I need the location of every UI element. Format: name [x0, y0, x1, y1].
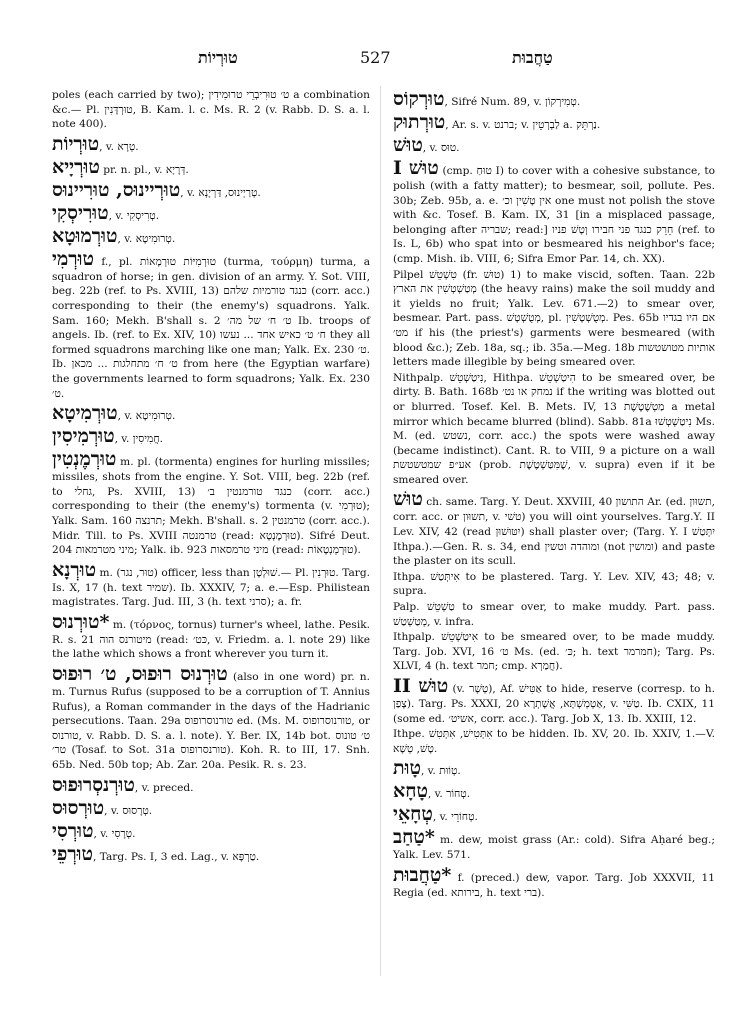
entry-headword: טוּרְנסְרוּפוּס — [52, 773, 135, 796]
dictionary-entry — [393, 600, 715, 629]
entry-text: , Sifré Num. 89, v. טְמִירְקוֹן. — [444, 96, 581, 108]
dictionary-entry — [52, 448, 370, 558]
entry-headword: טוּרְמִיטָא — [52, 402, 118, 425]
entry-text: m. (τόρνος, tornus) turner's wheel, lathe. Pesik. R. s. 21 מיטורנס הוה (read: כּט׳, v. Friedm. a. l. note 29) like the lathe which shows a front wherever you turn it. — [52, 618, 371, 661]
entry-text: Ithpa. אִיתְּטַשׁ to be plastered. Targ. Y. Lev. XIV, 43; 48; v. supra. — [393, 570, 715, 598]
entry-headword: טוּרְיינוּס, טוּרִיינוּס — [52, 178, 181, 201]
dictionary-entry — [393, 727, 715, 756]
dictionary-entry — [393, 757, 715, 779]
entry-headword: טוּרְמִי — [52, 247, 94, 270]
dictionary-entry — [52, 156, 370, 178]
entry-text: , v. חֲמִיסִין. — [114, 433, 163, 446]
dictionary-entry — [393, 157, 715, 267]
entry-headword: טוּשׁ — [393, 488, 423, 511]
entry-text: (also in one word) pr. n. m. Turnus Rufus (supposed to be a corruption of T. Annius Rufus), a Roman commander in the days of the Hadrianic persecutions. Taan. 29a טורנוסרופוס ed. (Ms. M. טורנוסרופוס, or טורנוס, v. Rabb. D. S. a. l. note). Y. Ber. IX, 14b bot. ט׳ טונוס טר׳ (Tosaf. to Sot. 31a טורנסרופוס). Koh. R. to III, 17. Snh. 65b. Ned. 50b top; Ab. Zar. 20a. Pesik. R. s. 23. — [52, 671, 371, 772]
entry-headword: טוּשׁ II — [393, 675, 449, 697]
entry-text: (v. טְשָׁר), Af. אַטִּישׁ to hide, reserve (corresp. to h. צָפַן). Targ. Ps. XXXI, 20 אַטְמְשְׁתָּא, אֲשָׁתְרָא, v. טַשִּׁי. Ib. CXIX, 11 (some ed. אשיט׳, corr. acc.). Targ. Job X, 13. Ib. XXIII, 12. — [393, 683, 715, 725]
entry-text: , v. טְרָסִי. — [93, 827, 136, 840]
entry-headword: *טַחֲבוּת — [393, 863, 452, 886]
dictionary-entry — [52, 774, 370, 796]
entry-text: pr. n. pl., v. דְּרָיָא. — [99, 163, 189, 176]
left-column — [52, 88, 370, 866]
dictionary-entry — [393, 803, 715, 825]
right-running-head: טַחֲבוּת — [512, 48, 553, 67]
entry-headword: טוּרְסִי — [52, 819, 94, 842]
entry-headword: *טַחַב — [393, 826, 435, 849]
dictionary-entry — [52, 402, 370, 424]
dictionary-entry — [52, 225, 370, 247]
entry-text: f., pl. טוּרְמִיּוֹת טוּרְמָאוֹת (turma, τούρμη) turma, a squadron of horse; in gen. division of an army. Y. Sot. VIII, beg. 22b (ref. to Ps. XVIII, 13) כנגד טורמיות שלהם (corr. acc.) corresponding to their (the enemy's) squadrons. Yalk. Sam. 160; Mekh. B'shall s. 2 ט׳ ח׳ של מה׳ Ib. troops of angels. Ib. (ref. to Ex. XIV, 10) ח׳ ט׳ כאיש אחד ... נעשו they all formed squadrons marching like one man; Yalk. Ex. 230 ט׳. Ib. ט׳ ח׳ מתחלגות ... מכאן from here (the Egyptian warfare) the governments learned to form squadrons; Yalk. Ex. 230 ט׳. — [52, 255, 371, 400]
dictionary-entry — [393, 371, 715, 488]
dictionary-entry — [393, 268, 715, 370]
dictionary-entry — [52, 797, 370, 819]
entry-text: Ithpe. אִתְּטִישׁ, אִתְּטִשׁ to be hidden. Ib. XV, 20. Ib. XXIV, 1.—V. טָשׁ, טְשָׁא. — [393, 728, 715, 755]
dictionary-entry — [393, 864, 715, 901]
entry-headword: טוּרְסוּס — [52, 796, 105, 819]
dictionary-entry — [393, 88, 715, 110]
entry-text: , Ar. s. v. ברנט; v. לַבְרְטֵין a. נַרְתֵּק. — [445, 119, 601, 131]
entry-headword: טוּרִיסְקִי — [52, 201, 109, 224]
dictionary-entry — [393, 780, 715, 802]
entry-text: m. (טוּר, נגר) officer, less than שׁוּלְטָן.— Pl. טוּרְנִין. Targ. Is. X, 17 (h. text שמיר). Ib. XXXIV, 7; a. e.—Esp. Philistean magistrates. Targ. Jud. III, 3 (h. text סרני); a. fr. — [52, 566, 370, 609]
entry-headword: טוּרְיוֹת — [52, 132, 100, 155]
dictionary-entry — [393, 111, 715, 133]
column-divider — [380, 86, 381, 976]
entry-text: , v. טוּס. — [422, 142, 460, 154]
entry-text: , v. טְרוּמִיטָא. — [117, 410, 176, 423]
dictionary-entry — [52, 559, 370, 610]
entry-headword: טוּשׁ I — [393, 157, 439, 179]
entry-text: , v. preced. — [134, 781, 194, 794]
entry-text: ch. same. Targ. Y. Deut. XXVIII, 40 התושון Ar. (ed. תשוּון, corr. acc. or תשוּון, v. טשׁי) you will oint yourselves. Targ.Y. II Lev. XIV, 42 (read יִטּוּשׁוּן) shall plaster over; (Targ. Y. I יִתְּטַשׁ Ithpa.).—Gen. R. s. 34, end ומוהדה וטשין (not ומושין) and paste the plaster on its scull. — [393, 496, 715, 568]
entry-headword: טָוּת — [393, 757, 421, 780]
dictionary-entry — [52, 88, 370, 132]
entry-headword: טוּשׁ — [393, 134, 423, 156]
entry-headword: טְחָאֵי — [393, 803, 433, 826]
entry-headword: טוּרְפֵי — [52, 842, 93, 865]
entry-text: Ithpalp. אִיטַשְׁטֵשׁ to be smeared over, to be made muddy. Targ. Job. XVI, 16 ט׳ Ms. (ed. כּ׳; h. text חמרמר); Targ. Ps. XLVI, 4 (h. text חמר; cmp. חֲמַרְא). — [393, 631, 716, 673]
dictionary-entry — [393, 675, 715, 726]
entry-text: , v. טְוֹוּת. — [420, 765, 461, 778]
entry-headword: טָחָא — [393, 780, 428, 803]
entry-text: , v. טְחוֹר. — [427, 788, 471, 801]
dictionary-entry — [52, 248, 370, 401]
entry-text: , v. טְרוּמִיטָא. — [117, 232, 176, 245]
page-header — [0, 48, 750, 74]
dictionary-entry — [52, 820, 370, 842]
dictionary-entry — [52, 179, 370, 201]
entry-text: m. pl. (tormenta) engines for hurling missiles; missiles, shots from the engine. Y. Sot. VIII, beg. 22b (ref. to גחלי, Ps. XVIII, 13) כנגד טורמנטין ב׳ (corr. acc.) corresponding to their (the enemy's) tormenta (v. טוּרְמִי); Yalk. Sam. 160 תרנצה; Mekh. B'shall. s. 2 טרמנטין (corr. acc.). Midr. Till. to Ps. XVIII טרמנטה (read: טוּרְמֶנְטָא). Sifré Deut. 204 מיני מטרמאות; Yalk. ib. 923 מיני טרמסאות (read: טוּרְמְנְטָאוֹת). — [52, 456, 370, 557]
entry-text: Nithpalp. נִיטַשְׁטֵשׁ, Hithpa. הִיטַשְׁטֵשׁ to be smeared over, be dirty. B. Bath. 168b נמחק או נט׳ if the writing was blotted out or blurred. Tosef. Kel. B. Mets. IV, 13 מַטְשֶׁטֶשֶׁת a metal mirror which became blurred (blind). Sabb. 81a נִיטַשְׁטְשׁוּ Ms. M. (ed. נשטש, corr. acc.) the spots were washed away (became indistinct). Cant. R. to VIII, 9 a picture on a wall אע״פ שמטשטשת (prob. שֶׁמִּטַּשְׁטֶשֶׁת, v. supra) even if it be smeared over. — [393, 371, 716, 486]
dictionary-entry — [393, 570, 715, 599]
entry-text: f. (preced.) dew, vapor. Targ. Job XXXVII, 11 Regia (ed. בירותא, h. text ברי). — [393, 871, 715, 899]
entry-text: poles (each carried by two); ט׳ טוּרִיבְרֵי טרוּמִידִין a combination &c.— Pl. טוּרְדָּנִין, B. Kam. l. c. Ms. R. 2 (v. Rabb. D. S. a. l. note 400). — [52, 89, 371, 131]
entry-text: Pilpel טִשְׁטֵשׁ (fr. טוּשׁ) 1) to make viscid, soften. Taan. 22b מְטַשְׁטְשִׁין את הארץ (the heavy rains) make the soil muddy and it yields no fruit; Yalk. Lev. 671.—2) to smear over, besmear. Part. pass. מְטֻשְׁטָשׁ, pl. מְטֻשְׁטָשִׁין. Pes. 65b אם היו בגדיו מט׳ if his (the priest's) garments were besmeared (with blood &c.); Zeb. 18a, sq.; ib. 35a.—Meg. 18b אותיות מטושטשות letters made illegible by being smeared over. — [393, 268, 716, 369]
dictionary-entry — [52, 843, 370, 865]
dictionary-entry — [393, 630, 715, 674]
entry-headword: טוּרְמוּטָא — [52, 224, 118, 247]
dictionary-entry — [52, 202, 370, 224]
entry-headword: *טוּרְנוּס — [52, 610, 110, 633]
entry-headword: טוּרְמֶנְטִין — [52, 448, 117, 471]
right-column — [393, 88, 715, 902]
entry-headword: טוּרְנוּס רוּפוּס, ט׳ רוּפוּס — [52, 663, 228, 686]
entry-headword: טוּרְתוּק — [393, 111, 446, 133]
entry-text: Palp. טַשְׁטֵשׁ to smear over, to make muddy. Part. pass. מְטַשְׁטַשׁ, v. infra. — [393, 601, 715, 628]
entry-text: , v. טְרָא. — [99, 140, 139, 153]
dictionary-entry — [393, 826, 715, 863]
entry-headword: טוּרְקוֹס — [393, 88, 445, 110]
dictionary-entry — [52, 133, 370, 155]
entry-text: (cmp. טוּחַ I) to cover with a cohesive substance, to polish (with a fatty matter); to besmear, soil, pollute. Pes. 30b; Zeb. 95b, a. e. אין טָשִׁין וכ׳ one must not polish the stove with &c. Tosef. B. Kam. IX, 31 [in a misplaced passage, belonging after שבריה; read:] חֵרֵק כנגד פני חבירו וְטָשׁ פניו (ref. to Is. L, 6b) who spat into or besmeared his neighbor's face; (cmp. Mish. ib. VIII, 6; Sifra Emor Par. 14, ch. XX). — [393, 165, 716, 265]
page-number: 527 — [360, 48, 391, 67]
dictionary-entry — [52, 611, 370, 662]
entry-headword: טוּרְנָא — [52, 558, 97, 581]
dictionary-entry — [393, 488, 715, 568]
dictionary-entry — [393, 134, 715, 156]
entry-text: , v. טְרַיְינוּס, דַּרְיָנְא. — [180, 186, 261, 199]
entry-text: , v. טְרִיסְקִי. — [108, 209, 160, 222]
entry-text: , v. טְרָסוּס. — [104, 804, 153, 817]
dictionary-entry — [52, 425, 370, 447]
entry-headword: טוּרְמִיסִין — [52, 425, 115, 448]
left-running-head: טוּרְיוֹת — [198, 48, 238, 67]
dictionary-entry — [52, 663, 370, 773]
entry-text: , Targ. Ps. I, 3 ed. Lag., v. טַרְפָּא. — [93, 850, 260, 863]
entry-headword: טוּרְיָיא — [52, 155, 100, 178]
entry-text: m. dew, moist grass (Ar.: cold). Sifra Aḥaré beg.; Yalk. Lev. 571. — [393, 834, 715, 862]
entry-text: , v. טְחוֹרֵי. — [432, 811, 478, 824]
